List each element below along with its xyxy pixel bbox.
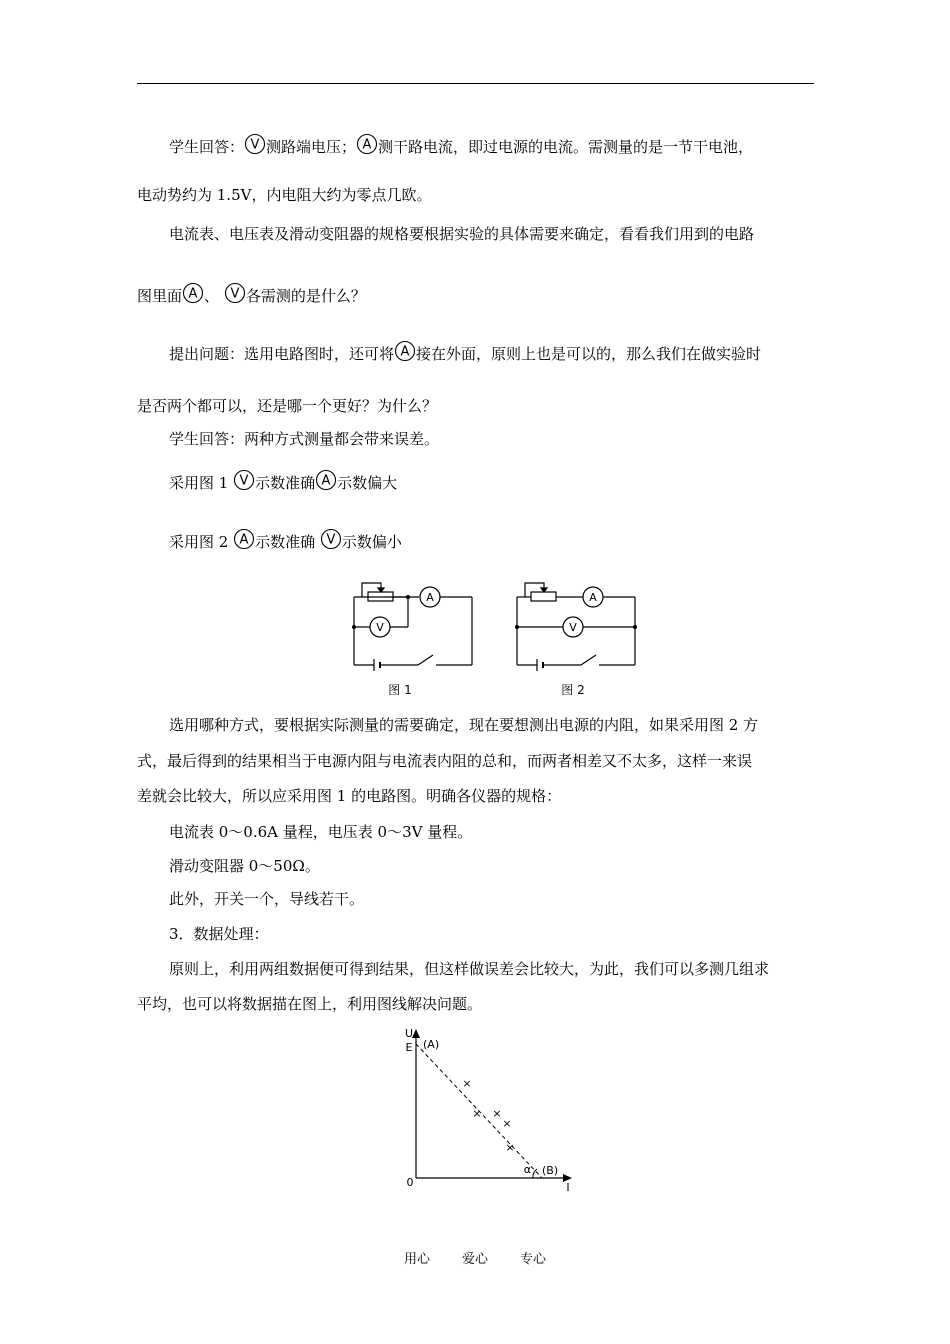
text: 采用图 1 (169, 474, 234, 492)
data-point-marker: × (502, 1117, 512, 1130)
data-point-marker: × (492, 1107, 502, 1120)
svg-text:A: A (362, 137, 372, 153)
text: 测路端电压； (266, 138, 357, 156)
ammeter-icon (233, 528, 255, 550)
ammeter-label: A (589, 591, 597, 604)
paragraph-line: 选用哪种方式，要根据实际测量的需要确定，现在要想测出电源的内阻，如果采用图 2 方 (169, 716, 759, 734)
x-axis-label: I (566, 1181, 570, 1194)
svg-text:V: V (239, 473, 249, 489)
svg-text:V: V (326, 532, 336, 548)
text: 示数准确 (255, 533, 320, 551)
voltmeter-icon (320, 528, 342, 550)
text: 提出问题：选用电路图时，还可将 (169, 345, 395, 363)
point-a-label: (A) (423, 1038, 440, 1051)
footer-item: 用心 (403, 1252, 430, 1267)
data-point-marker: × (505, 1141, 515, 1154)
paragraph-line: 式，最后得到的结果相当于电源内阻与电流表内阻的总和，而两者相差又不太多，这样一来误 (137, 752, 753, 770)
paragraph-line: 电动势约为 1.5V，内电阻大约为零点几欧。 (137, 186, 432, 204)
ui-graph (395, 1026, 585, 1196)
paragraph-line: 此外，开关一个，导线若干。 (169, 890, 365, 908)
voltmeter-label: V (376, 621, 384, 634)
page-footer (0, 1248, 950, 1267)
text: 、 (204, 287, 220, 305)
text: 采用图 2 (169, 533, 234, 551)
voltmeter-icon (244, 133, 266, 155)
paragraph-line: 原则上，利用两组数据便可得到结果，但这样做误差会比较大，为此，我们可以多测几组求 (169, 960, 770, 978)
text: 示数偏小 (341, 533, 402, 551)
paragraph-line: 学生回答：两种方式测量都会带来误差。 (169, 430, 440, 448)
paragraph-line: 平均，也可以将数据描在图上，利用图线解决问题。 (137, 995, 483, 1013)
origin-label: 0 (406, 1176, 414, 1189)
svg-text:A: A (239, 532, 249, 548)
svg-text:V: V (230, 286, 240, 302)
paragraph-line: 是否两个都可以，还是哪一个更好？为什么？ (137, 397, 438, 415)
svg-text:A: A (188, 286, 198, 302)
text: 图里面 (137, 287, 183, 305)
voltmeter-icon (224, 282, 246, 304)
paragraph-line: 滑动变阻器 0～50Ω。 (169, 857, 320, 875)
circuit-diagrams (340, 575, 650, 700)
footer-item: 专心 (520, 1252, 547, 1267)
text: 示数准确 (255, 474, 316, 492)
data-point-marker: × (472, 1107, 482, 1120)
text: 学生回答： (169, 138, 245, 156)
figure-1-caption: 图 1 (388, 683, 412, 697)
e-label: E (405, 1041, 413, 1054)
point-b-label: (B) (542, 1164, 559, 1177)
paragraph-line (137, 282, 817, 306)
svg-text:A: A (400, 344, 410, 360)
y-axis-label: U (404, 1027, 414, 1040)
paragraph-line: 3．数据处理： (169, 925, 269, 943)
paragraph-line (169, 340, 849, 364)
ammeter-icon (356, 133, 378, 155)
text: 各需测的是什么？ (245, 287, 366, 305)
figure-2-caption: 图 2 (561, 683, 585, 697)
paragraph-student-answer-1 (169, 133, 849, 157)
ammeter-icon (182, 282, 204, 304)
text: 示数偏大 (337, 474, 398, 492)
footer-item: 爱心 (461, 1252, 488, 1267)
ammeter-icon (394, 340, 416, 362)
alpha-label: α (523, 1163, 531, 1176)
paragraph-line: 电流表、电压表及滑动变阻器的规格要根据实验的具体需要来确定，看看我们用到的电路 (169, 225, 755, 243)
svg-text:A: A (321, 473, 331, 489)
ammeter-icon (315, 469, 337, 491)
header-rule (137, 83, 814, 84)
paragraph-line (169, 469, 849, 493)
voltmeter-icon (233, 469, 255, 491)
text: 测干路电流，即过电源的电流。需测量的是一节干电池， (378, 138, 754, 156)
paragraph-line (169, 528, 849, 552)
voltmeter-label: V (569, 621, 577, 634)
circuit-figure-1 (354, 583, 472, 671)
paragraph-line: 差就会比较大，所以应采用图 1 的电路图。明确各仪器的规格： (137, 787, 562, 805)
paragraph-line: 电流表 0～0.6A 量程，电压表 0～3V 量程。 (169, 823, 473, 841)
svg-text:V: V (250, 137, 260, 153)
text: 接在外面，原则上也是可以的，那么我们在做实验时 (416, 345, 762, 363)
data-point-marker: × (462, 1077, 472, 1090)
ammeter-label: A (426, 591, 434, 604)
